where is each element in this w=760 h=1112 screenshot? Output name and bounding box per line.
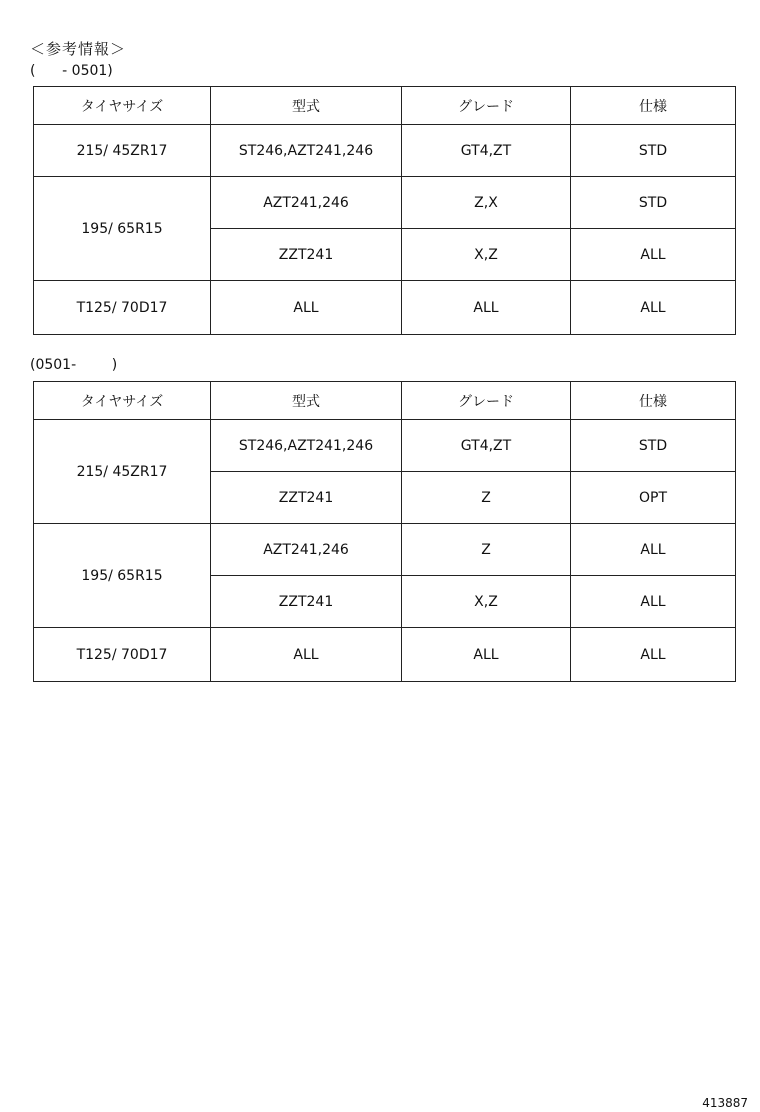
cell-spec: ALL bbox=[571, 628, 736, 682]
cell-grade: GT4,ZT bbox=[402, 125, 571, 177]
header-model: 型式 bbox=[211, 382, 402, 420]
header-spec: 仕様 bbox=[571, 87, 736, 125]
header-grade: グレード bbox=[402, 382, 571, 420]
cell-model: AZT241,246 bbox=[211, 177, 402, 229]
table-row bbox=[34, 420, 736, 472]
tire-spec-table-from-0501 bbox=[33, 381, 736, 682]
cell-tire-size: 215/ 45ZR17 bbox=[34, 420, 211, 524]
cell-tire-size: 195/ 65R15 bbox=[34, 524, 211, 628]
cell-model: ST246,AZT241,246 bbox=[211, 125, 402, 177]
cell-spec: STD bbox=[571, 125, 736, 177]
table-header-row bbox=[34, 87, 736, 125]
cell-tire-size: T125/ 70D17 bbox=[34, 281, 211, 335]
cell-grade: Z bbox=[402, 524, 571, 576]
cell-spec: ALL bbox=[571, 281, 736, 335]
cell-spec: ALL bbox=[571, 576, 736, 628]
cell-tire-size: 215/ 45ZR17 bbox=[34, 125, 211, 177]
cell-tire-size: T125/ 70D17 bbox=[34, 628, 211, 682]
cell-grade: ALL bbox=[402, 281, 571, 335]
period-label-until-0501: ( - 0501) bbox=[30, 63, 113, 79]
table-row bbox=[34, 177, 736, 229]
table-row bbox=[34, 524, 736, 576]
header-model: 型式 bbox=[211, 87, 402, 125]
cell-model: ZZT241 bbox=[211, 229, 402, 281]
cell-spec: ALL bbox=[571, 524, 736, 576]
header-tire-size: タイヤサイズ bbox=[34, 382, 211, 420]
header-spec: 仕様 bbox=[571, 382, 736, 420]
reference-info-heading: ＜参考情報＞ bbox=[30, 40, 127, 58]
table-header-row bbox=[34, 382, 736, 420]
cell-grade: X,Z bbox=[402, 576, 571, 628]
cell-spec: OPT bbox=[571, 472, 736, 524]
table-row bbox=[34, 281, 736, 335]
cell-model: AZT241,246 bbox=[211, 524, 402, 576]
cell-model: ZZT241 bbox=[211, 472, 402, 524]
cell-spec: ALL bbox=[571, 229, 736, 281]
cell-grade: Z bbox=[402, 472, 571, 524]
cell-model: ALL bbox=[211, 281, 402, 335]
header-grade: グレード bbox=[402, 87, 571, 125]
cell-grade: Z,X bbox=[402, 177, 571, 229]
cell-tire-size: 195/ 65R15 bbox=[34, 177, 211, 281]
cell-grade: ALL bbox=[402, 628, 571, 682]
cell-model: ALL bbox=[211, 628, 402, 682]
table-row bbox=[34, 125, 736, 177]
cell-grade: X,Z bbox=[402, 229, 571, 281]
table-row bbox=[34, 628, 736, 682]
cell-model: ST246,AZT241,246 bbox=[211, 420, 402, 472]
cell-grade: GT4,ZT bbox=[402, 420, 571, 472]
cell-model: ZZT241 bbox=[211, 576, 402, 628]
cell-spec: STD bbox=[571, 420, 736, 472]
cell-spec: STD bbox=[571, 177, 736, 229]
period-label-from-0501: (0501- ) bbox=[30, 357, 118, 373]
tire-spec-table-until-0501 bbox=[33, 86, 736, 335]
header-tire-size: タイヤサイズ bbox=[34, 87, 211, 125]
figure-id: 413887 bbox=[702, 1096, 748, 1110]
